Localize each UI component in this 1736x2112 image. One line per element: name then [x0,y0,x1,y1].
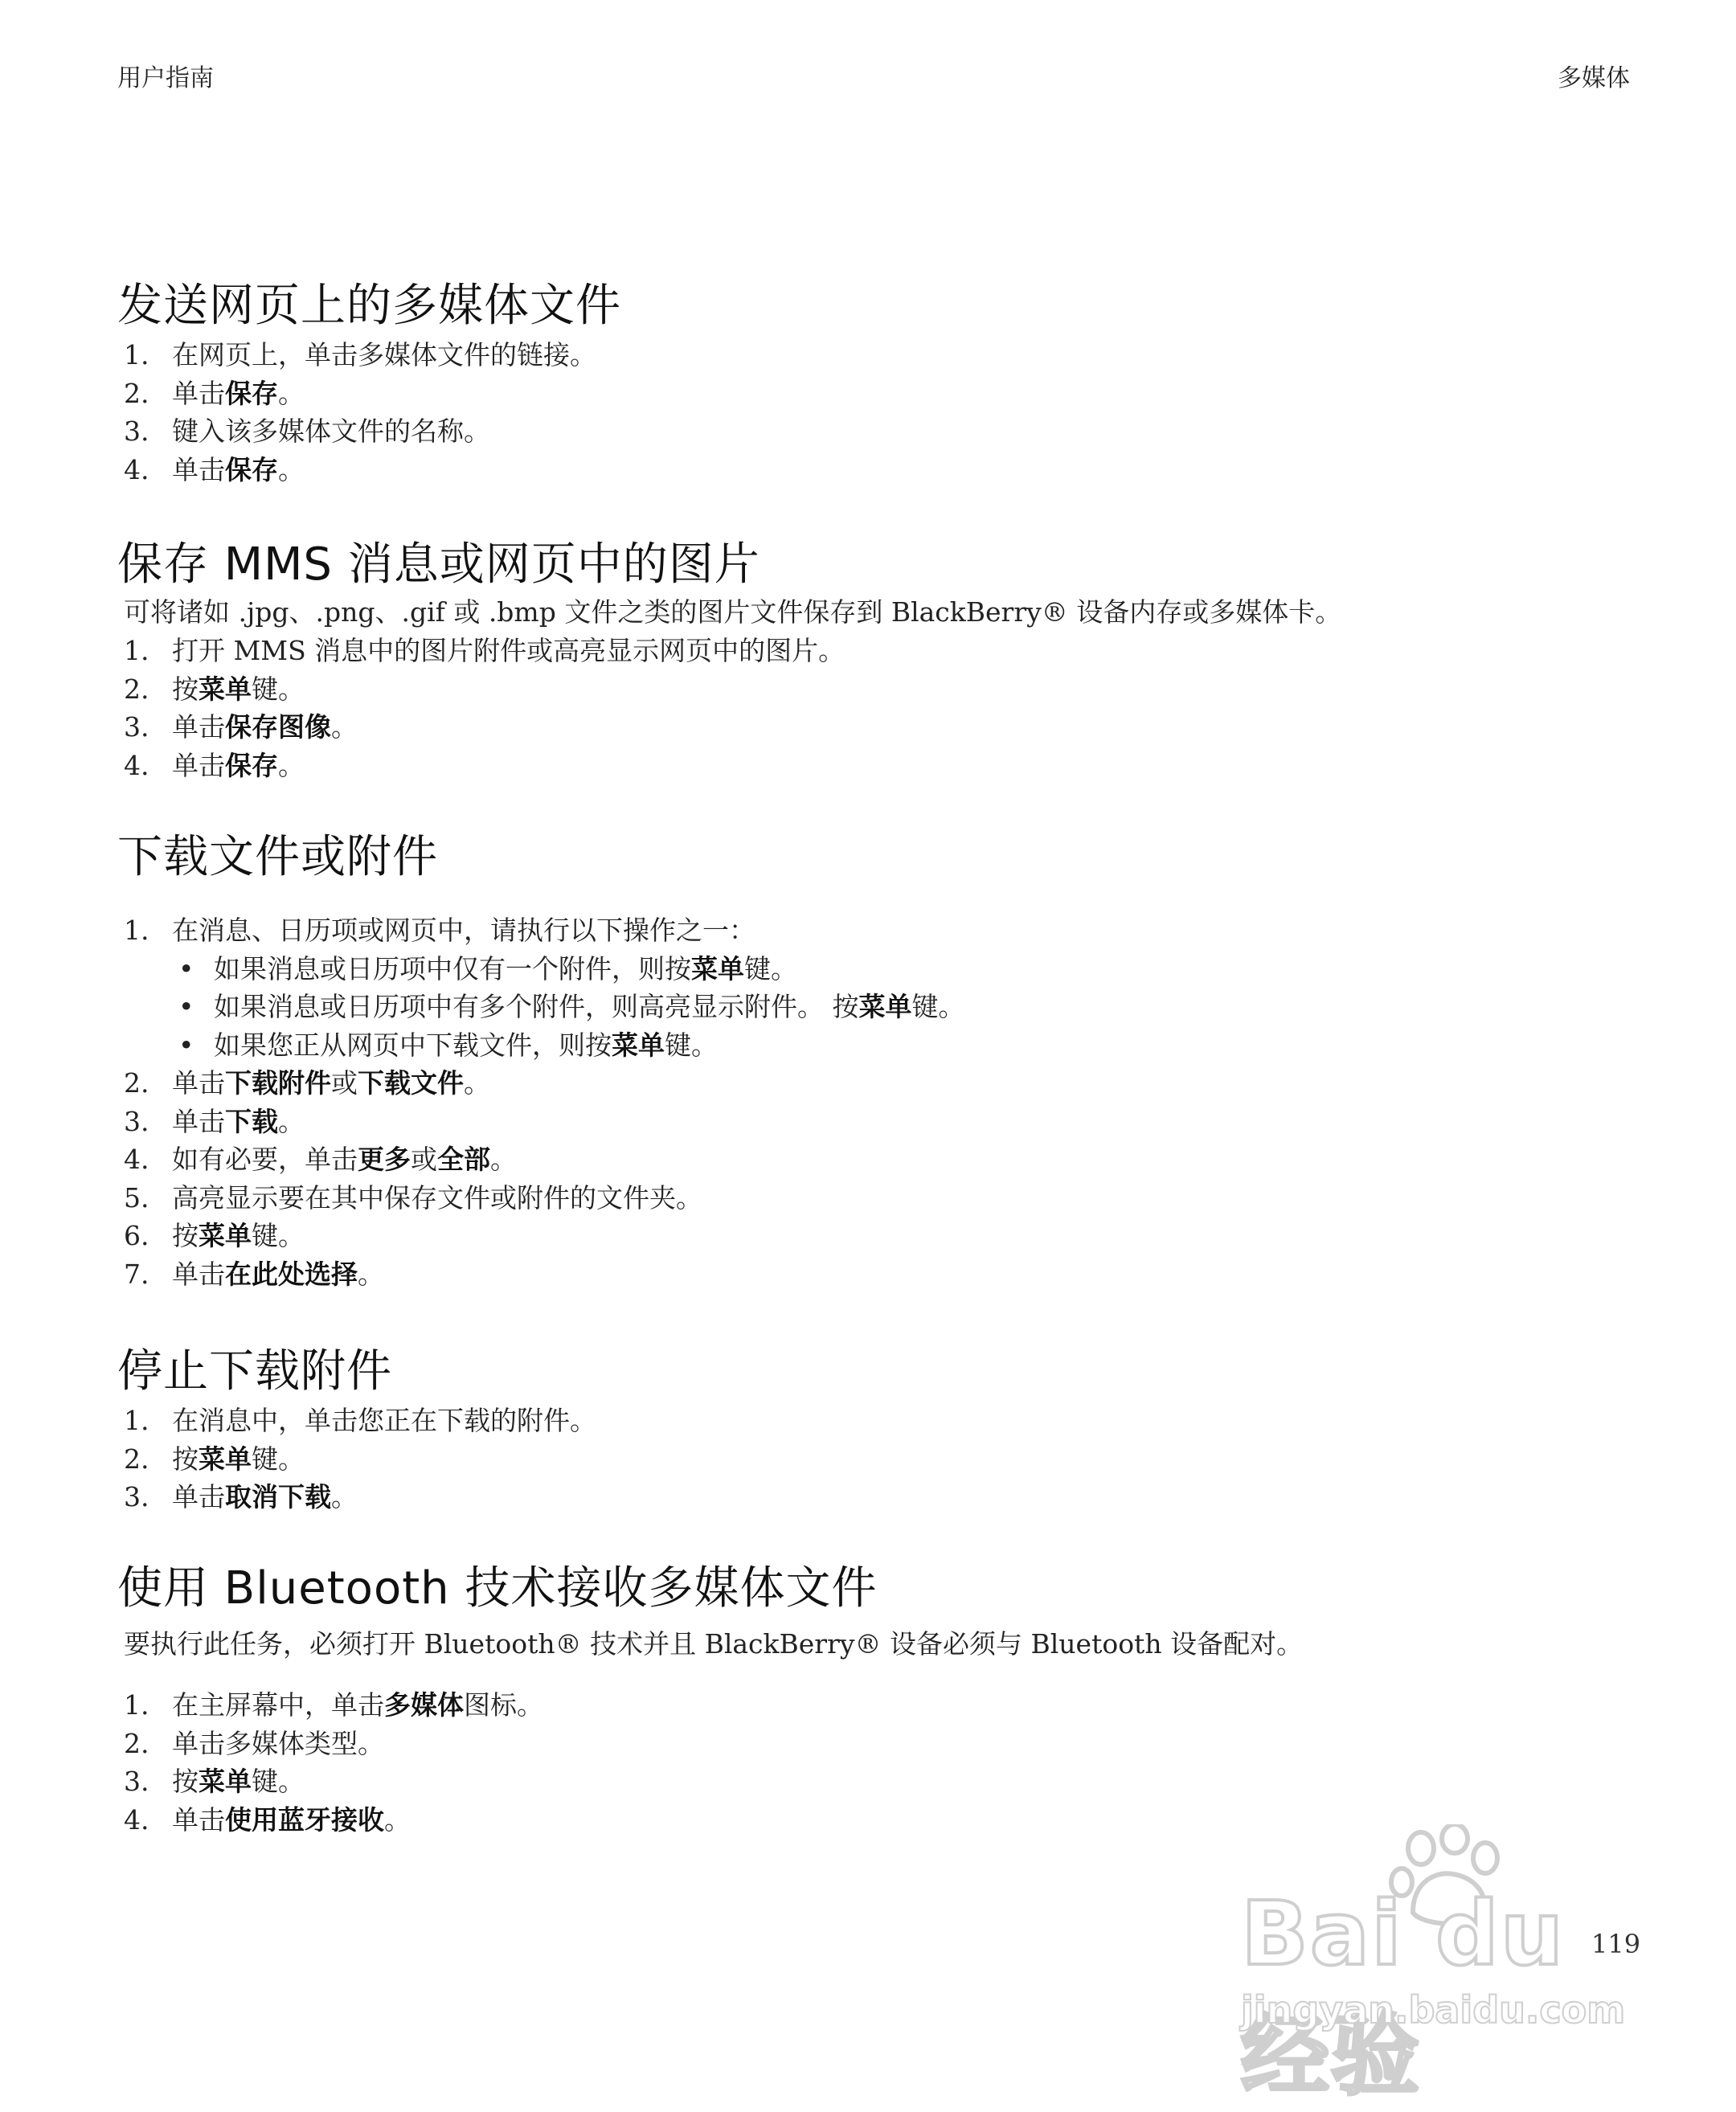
text-run: 。 [278,1105,305,1137]
step-number: 1. [124,635,149,666]
sub-option-item [172,988,1628,1026]
text-run: 如果消息或日历项中仅有一个附件，则按 [214,952,691,984]
ui-term: 菜单 [858,991,912,1022]
ui-term: 更多 [358,1144,411,1175]
ui-term: 保存 [225,453,278,485]
ui-term: 菜单 [199,1443,252,1475]
text-run: 。 [490,1144,517,1175]
step-number: 3. [124,1481,149,1512]
text-run: 键入该多媒体文件的名称。 [172,415,490,447]
section-title: 保存 MMS 消息或网页中的图片 [117,538,760,591]
section-save-mms-picture [117,535,1628,784]
text-run: 键。 [911,991,965,1022]
text-run: 单击 [172,749,225,781]
step-number: 1. [124,1689,149,1721]
text-run: 按 [172,1766,199,1797]
ui-term: 下载附件 [225,1067,331,1099]
step-number: 1. [124,915,149,946]
sub-option-item [172,950,1628,988]
watermark-logo-text: Bai du 经验 [1241,1882,1566,2107]
steps-list [117,336,1628,489]
text-run: 在网页上，单击多媒体文件的链接。 [172,339,596,370]
step-number: 1. [124,339,149,370]
text-run: 。 [331,1481,358,1512]
step-number: 3. [124,1766,149,1797]
step-item [117,1140,1628,1179]
text-run: 。 [278,749,305,781]
ui-term: 菜单 [199,1766,252,1797]
text-run: 按 [172,673,199,705]
step-number: 5. [124,1181,149,1214]
text-run: 单击 [172,453,225,485]
step-number: 2. [124,1443,149,1475]
text-run: 。 [358,1258,384,1290]
section-send-media [117,276,1628,489]
page-number: 119 [1591,1929,1641,1959]
text-run: 如有必要，单击 [172,1144,358,1175]
section-intro: 要执行此任务，必须打开 Bluetooth® 技术并且 BlackBerry® 设备必须与 Bluetooth 设备配对。 [124,1628,1304,1660]
step-item [117,375,1628,413]
step-item [117,1686,1628,1725]
step-number: 4. [124,453,149,485]
step-item [117,1103,1628,1141]
step-item [117,670,1628,709]
step-number: 3. [124,1105,149,1137]
sub-options-list [172,950,1628,1065]
step-number: 2. [124,673,149,705]
section-title: 发送网页上的多媒体文件 [117,280,621,332]
ui-term: 全部 [437,1144,490,1175]
step-item [117,1255,1628,1294]
text-run: 如果您正从网页中下载文件，则按 [214,1029,612,1061]
header-guide-title: 用户指南 [117,64,214,92]
text-run: 键。 [252,1443,305,1475]
ui-term: 多媒体 [384,1689,464,1721]
step-item [117,1064,1628,1103]
text-run: 键。 [252,673,305,705]
step-number: 3. [124,711,149,743]
step-number: 7. [124,1258,149,1290]
step-number: 4. [124,1803,149,1836]
text-run: 。 [278,377,305,409]
ui-term: 菜单 [691,952,744,984]
section-stop-download [117,1342,1628,1516]
step-number: 3. [124,415,149,447]
section-receive-bluetooth [117,1559,1628,1839]
step-number: 2. [124,1067,149,1099]
steps-list [117,1686,1628,1839]
ui-term: 使用蓝牙接收 [225,1803,384,1836]
steps-list [117,911,1628,1293]
ui-term: 取消下载 [225,1481,331,1512]
step-number: 1. [124,1405,149,1436]
ui-term: 保存 [225,377,278,409]
text-run: 在主屏幕中，单击 [172,1689,384,1721]
step-number: 4. [124,1144,149,1175]
step-item [117,1478,1628,1516]
text-run: 单击 [172,1481,225,1512]
steps-list [117,1402,1628,1516]
steps-list [117,632,1628,784]
text-run: 单击多媒体类型。 [172,1727,384,1759]
text-run: 。 [278,453,305,485]
text-run: 按 [172,1443,199,1475]
section-title: 使用 Bluetooth 技术接收多媒体文件 [117,1562,878,1615]
bullet-icon: • [178,1029,194,1061]
text-run: 。 [464,1067,490,1099]
step-item [117,1725,1628,1763]
ui-term: 保存图像 [225,711,331,743]
header-chapter-title: 多媒体 [1558,64,1630,92]
step-item [117,1440,1628,1479]
ui-term: 下载文件 [358,1067,464,1099]
text-run: 单击 [172,711,225,743]
step-item [117,451,1628,489]
text-run: 键。 [252,1220,305,1251]
baidu-jingyan-watermark [1230,1824,1648,2107]
text-run: 单击 [172,1803,225,1836]
text-run: 单击 [172,1258,225,1290]
ui-term: 在此处选择 [225,1258,358,1290]
text-run: 。 [384,1803,411,1836]
text-run: 在消息、日历项或网页中，请执行以下操作之一： [172,915,755,946]
step-item [117,1179,1628,1218]
text-run: 或 [331,1067,358,1099]
step-item [117,1762,1628,1801]
step-number: 6. [124,1220,149,1251]
bullet-icon: • [178,952,194,984]
sub-option-item [172,1026,1628,1065]
step-number: 2. [124,377,149,409]
text-run: 在消息中，单击您正在下载的附件。 [172,1405,596,1436]
text-run: 图标。 [464,1689,543,1721]
text-run: 如果消息或日历项中有多个附件，则高亮显示附件。 按 [214,991,859,1022]
ui-term: 保存 [225,749,278,781]
ui-term: 菜单 [199,673,252,705]
step-item [117,336,1628,375]
watermark-url: jingyan.baidu.com [1241,1988,1626,2032]
text-run: 键。 [252,1766,305,1797]
step-item [117,1217,1628,1255]
text-run: 单击 [172,377,225,409]
text-run: 单击 [172,1067,225,1099]
text-run: 高亮显示要在其中保存文件或附件的文件夹。 [172,1181,702,1214]
section-title: 下载文件或附件 [117,831,438,883]
step-item [117,1402,1628,1440]
step-item [117,708,1628,747]
section-download-files [117,828,1628,1293]
ui-term: 下载 [225,1105,278,1137]
text-run: 键。 [665,1029,718,1061]
section-intro: 可将诸如 .jpg、.png、.gif 或 .bmp 文件之类的图片文件保存到 BlackBerry® 设备内存或多媒体卡。 [124,596,1342,628]
step-number: 2. [124,1727,149,1759]
text-run: 打开 MMS 消息中的图片附件或高亮显示网页中的图片。 [172,635,845,666]
step-item [117,747,1628,785]
text-run: 单击 [172,1105,225,1137]
text-run: 。 [331,711,358,743]
step-item [117,632,1628,670]
bullet-icon: • [178,991,194,1022]
text-run: 或 [411,1144,437,1175]
step-number: 4. [124,749,149,781]
text-run: 按 [172,1220,199,1251]
step-item [117,911,1628,1064]
ui-term: 菜单 [199,1220,252,1251]
ui-term: 菜单 [612,1029,665,1061]
section-title: 停止下载附件 [117,1345,392,1398]
text-run: 键。 [744,952,797,984]
step-item [117,412,1628,451]
